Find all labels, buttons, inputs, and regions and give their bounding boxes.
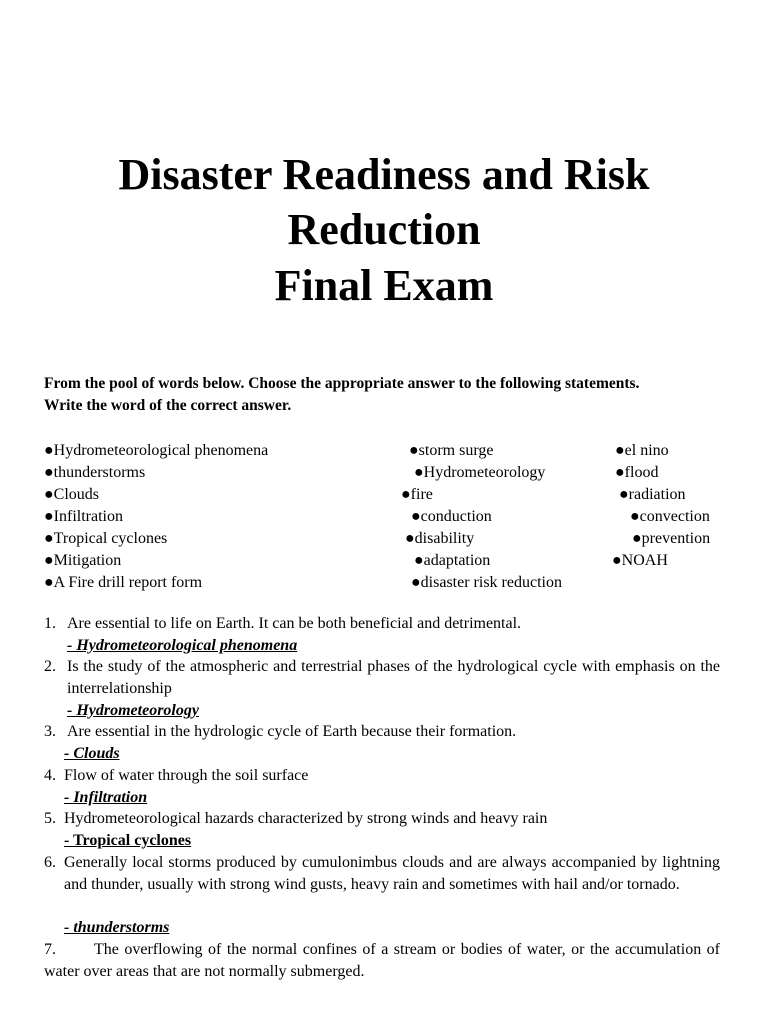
word-pool-item: ●Tropical cyclones: [44, 530, 168, 547]
word-pool-item: ●flood: [615, 464, 659, 481]
word-pool-item: ●fire: [401, 486, 433, 503]
question-text: The overflowing of the normal confines of a stream or bodies of water, or the accumulation of water over areas that are not normally submerged.: [44, 941, 720, 980]
answer-text: - Hydrometeorological phenomena: [67, 637, 298, 654]
word-pool-item: ●Infiltration: [44, 508, 123, 525]
answer-text: - Hydrometeorology: [67, 702, 199, 719]
word-pool-item: ●disaster risk reduction: [411, 574, 562, 591]
question-item: [44, 721, 720, 743]
question-text: Is the study of the atmospheric and terrestrial phases of the hydrological cycle with emphasis on the interrelationship: [67, 658, 720, 697]
word-pool-item: ●el nino: [615, 442, 669, 459]
question-number: 7.: [44, 941, 56, 958]
word-pool-row: [0, 506, 768, 528]
word-pool-item: ●thunderstorms: [44, 464, 146, 481]
question-item: [44, 765, 720, 787]
page-title-line-3: Final Exam: [274, 261, 494, 310]
question-number: 4.: [44, 767, 56, 784]
answer-text: - Clouds: [64, 745, 120, 762]
word-pool-item: ●Clouds: [44, 486, 100, 503]
question-text: Generally local storms produced by cumulonimbus clouds and are always accompanied by lightning and thunder, usually with strong wind gusts, heavy rain and sometimes with hail and/or tornado.: [64, 854, 720, 893]
question-number: 5.: [44, 810, 56, 827]
word-pool-item: ●disability: [405, 530, 475, 547]
word-pool-item: ●A Fire drill report form: [44, 574, 203, 591]
word-pool-item: ●convection: [630, 508, 710, 525]
word-pool-item: ●Hydrometeorological phenomena: [44, 442, 269, 459]
word-pool-item: ●Hydrometeorology: [414, 464, 546, 481]
answer-text: - thunderstorms: [64, 919, 170, 936]
word-pool-row: [0, 462, 768, 484]
word-pool-item: ●storm surge: [409, 442, 494, 459]
question-item: [44, 939, 720, 983]
question-item: [44, 852, 720, 896]
question-text: Hydrometeorological hazards characterized by strong winds and heavy rain: [64, 810, 548, 827]
question-text: Flow of water through the soil surface: [64, 767, 309, 784]
question-number: 2.: [44, 658, 56, 675]
page-title-line-1: Disaster Readiness and Risk: [118, 150, 650, 199]
page-title-line-2: Reduction: [287, 205, 481, 254]
question-text: Are essential in the hydrologic cycle of Earth because their formation.: [67, 723, 517, 740]
word-pool-row: [0, 440, 768, 462]
word-pool-row: [0, 572, 768, 594]
word-pool-item: ●prevention: [632, 530, 711, 547]
word-pool-item: ●radiation: [619, 486, 686, 503]
instructions-line-2: Write the word of the correct answer.: [44, 397, 292, 414]
word-pool-item: ●conduction: [411, 508, 492, 525]
answer-text: - Tropical cyclones: [64, 832, 192, 849]
question-number: 6.: [44, 854, 56, 871]
question-item: [44, 808, 720, 830]
instructions-line-1: From the pool of words below. Choose the appropriate answer to the following statements.: [44, 375, 640, 392]
answer-text: - Infiltration: [64, 789, 148, 806]
word-pool-row: [0, 550, 768, 572]
word-pool-row: [0, 528, 768, 550]
question-item: [44, 656, 720, 700]
word-pool-item: ●adaptation: [414, 552, 491, 569]
question-item: [44, 613, 720, 635]
word-pool-item: ●NOAH: [612, 552, 668, 569]
word-pool-row: [0, 484, 768, 506]
question-text: Are essential to life on Earth. It can be both beneficial and detrimental.: [67, 615, 522, 632]
word-pool-item: ●Mitigation: [44, 552, 122, 569]
question-number: 3.: [44, 723, 56, 740]
question-number: 1.: [44, 615, 56, 632]
